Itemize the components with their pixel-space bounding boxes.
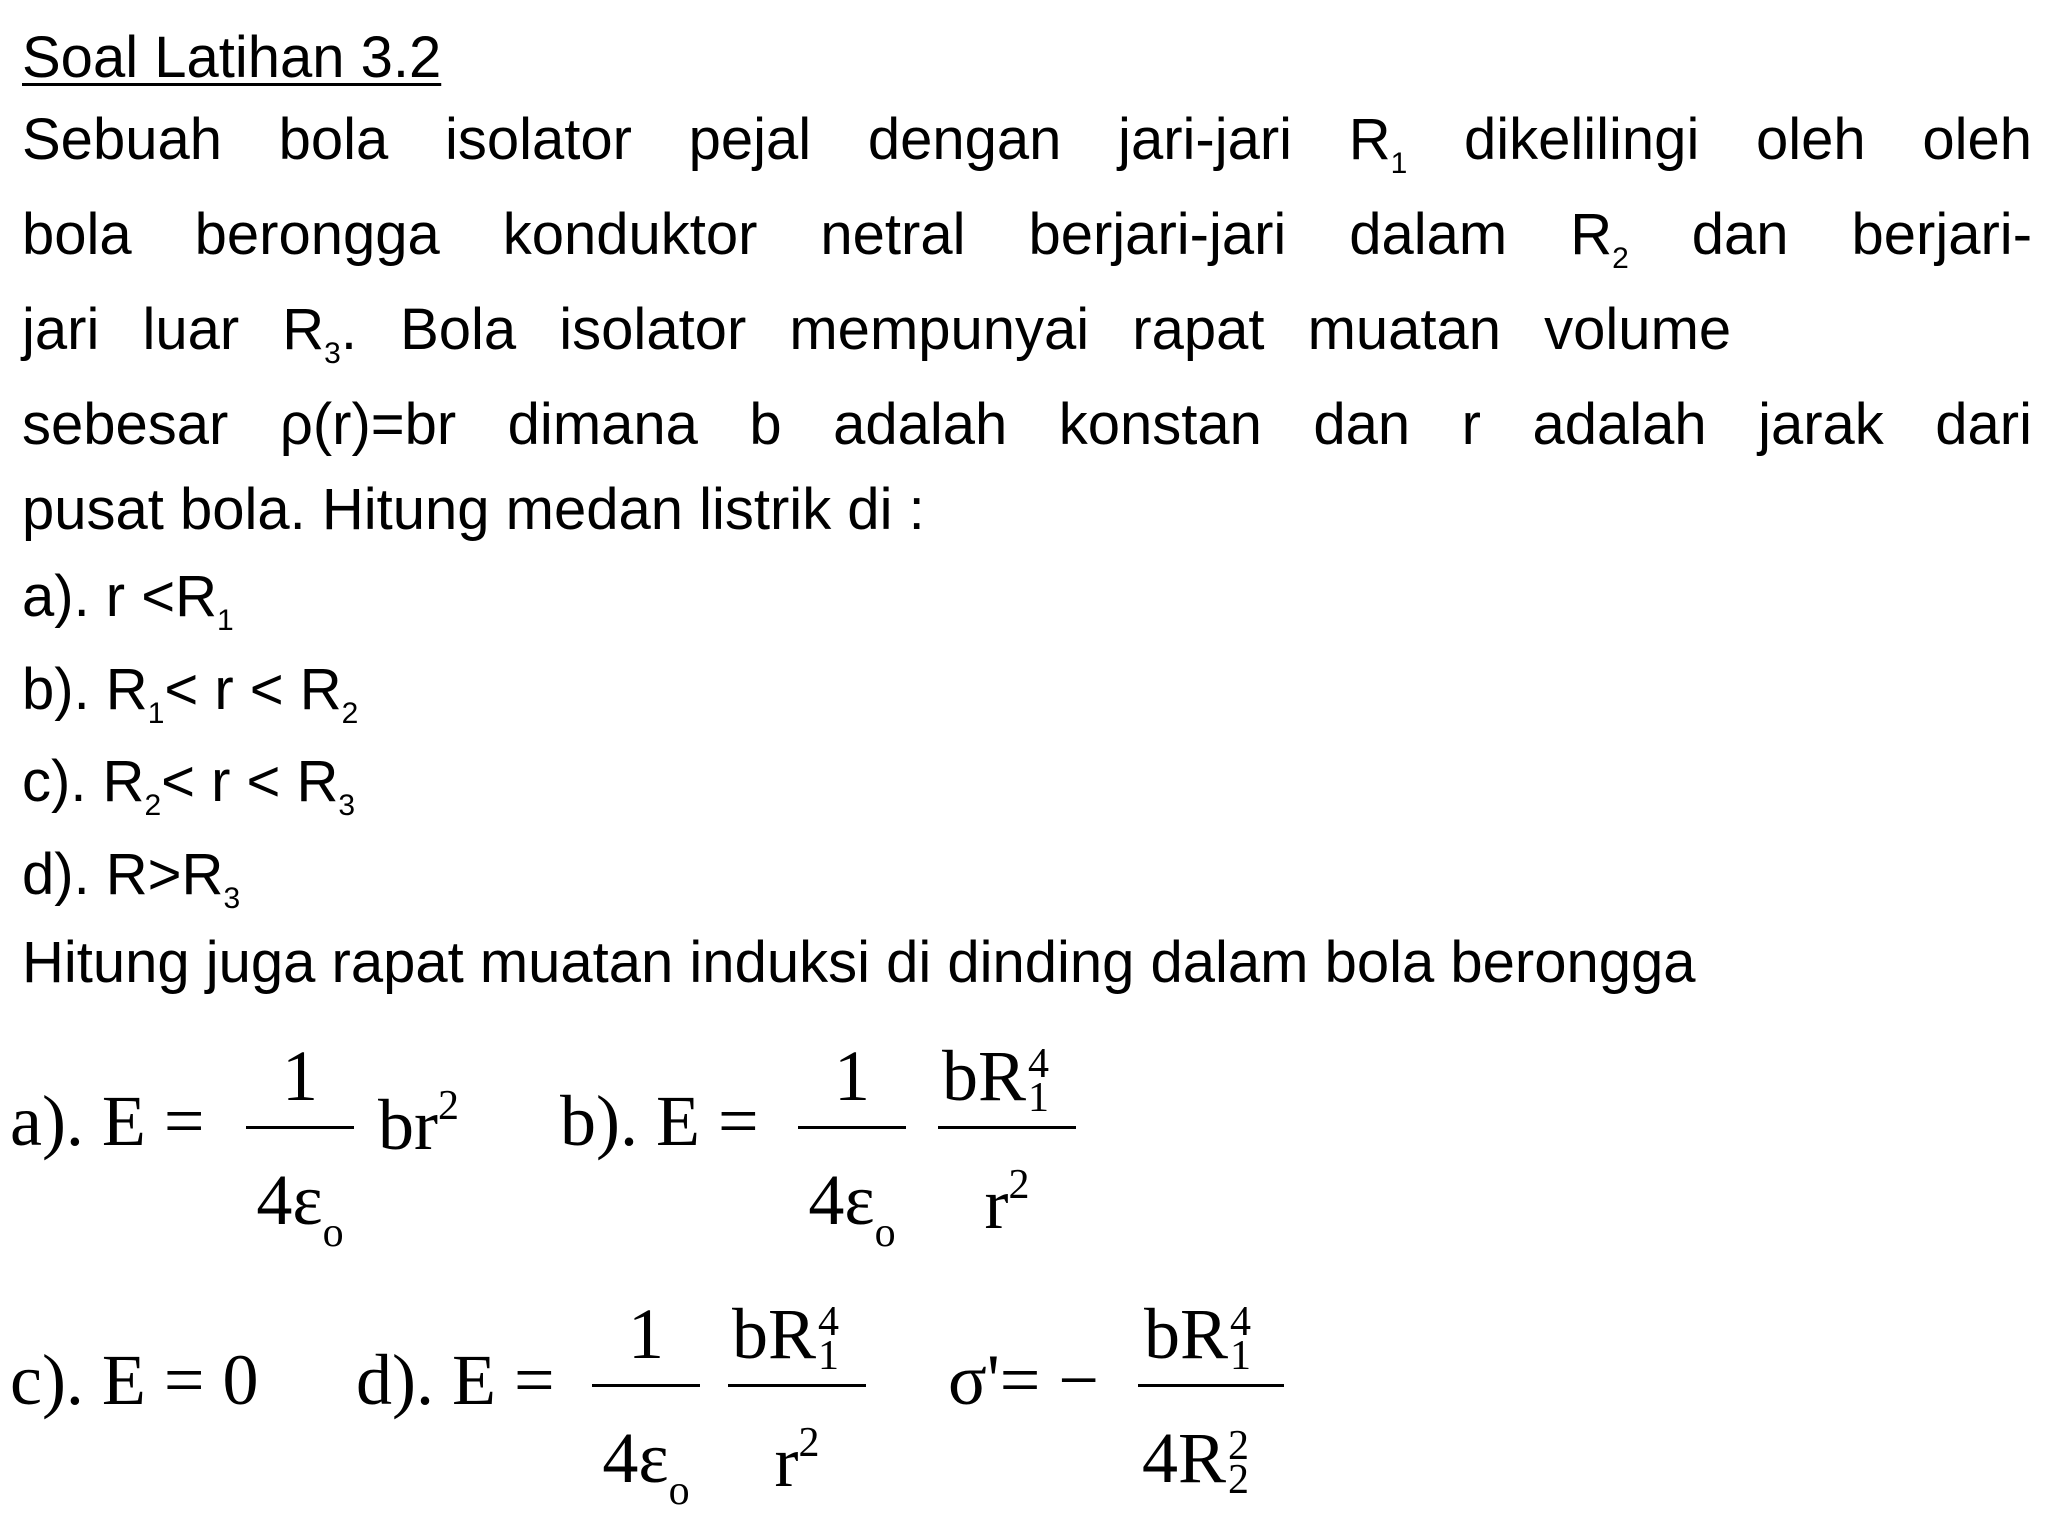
sub-sup: [816, 1299, 846, 1379]
subscript: 1: [1028, 1075, 1050, 1121]
sub-sup: [1226, 1423, 1256, 1503]
text: d). R>R: [22, 842, 224, 907]
subscript: 1: [1390, 147, 1408, 180]
text: bR: [732, 1294, 817, 1374]
subscript: o: [668, 1468, 690, 1514]
superscript: 2: [437, 1083, 459, 1129]
text: 4R: [1142, 1418, 1227, 1498]
paragraph-line-4: sebesar ρ(r)=br dimana b adalah konstan dan r adalah jarak dari: [22, 392, 2032, 457]
text: 4ε: [256, 1160, 323, 1240]
superscript: 2: [798, 1420, 820, 1466]
denominator: [728, 1420, 866, 1502]
subscript: 3: [338, 789, 356, 822]
subscript: o: [874, 1210, 896, 1256]
text: a). r <R: [22, 564, 217, 629]
text: dikelilingi oleh oleh: [1407, 107, 2032, 172]
paragraph-line-5: pusat bola. Hitung medan listrik di :: [22, 477, 925, 542]
subscript: 1: [217, 604, 234, 637]
answer-d-label: d). E =: [356, 1340, 555, 1420]
text: < r < R: [161, 749, 339, 814]
text: . Bola isolator mempunyai rapat muatan volume: [340, 297, 1732, 362]
subscript: 2: [144, 789, 162, 822]
text: r: [774, 1422, 799, 1502]
text: Sebuah bola isolator pejal dengan jari-jari R: [22, 107, 1391, 172]
superscript: 4: [1028, 1041, 1050, 1087]
text: 4ε: [808, 1160, 875, 1240]
denominator: [592, 1418, 700, 1514]
page-title: Soal Latihan 3.2: [22, 25, 442, 90]
subscript: 3: [223, 882, 241, 915]
fraction-bar: [246, 1126, 354, 1129]
numerator: 1: [834, 1036, 870, 1116]
sigma-fraction: [1138, 1294, 1284, 1503]
extra-question: Hitung juga rapat muatan induksi di dinding dalam bola berongga: [22, 930, 1696, 995]
sub-sup: [1228, 1299, 1258, 1379]
answer-a-term: [378, 1083, 459, 1165]
text: 4ε: [602, 1418, 669, 1498]
subscript: 1: [818, 1333, 840, 1379]
text: bR: [1144, 1294, 1229, 1374]
subscript: o: [322, 1210, 344, 1256]
subscript: 3: [324, 337, 341, 370]
denominator: [798, 1160, 906, 1256]
fraction-bar: [798, 1126, 906, 1129]
numerator: [942, 1036, 1080, 1121]
text: bola berongga konduktor netral berjari-jari dalam R: [22, 202, 1613, 267]
text: r: [984, 1164, 1009, 1244]
text: bR: [942, 1036, 1027, 1116]
answer-d-fraction-2: [728, 1294, 866, 1502]
numerator: 1: [282, 1036, 318, 1116]
denominator: [938, 1162, 1076, 1244]
answer-a-fraction: [246, 1036, 354, 1256]
answer-a-label: a). E =: [10, 1081, 205, 1161]
text: dan berjari-: [1628, 202, 2033, 267]
subscript: 2: [1612, 242, 1629, 275]
text: jari luar R: [22, 297, 325, 362]
fraction-bar: [1138, 1384, 1284, 1387]
numerator: [1144, 1294, 1290, 1379]
fraction-bar: [728, 1384, 866, 1387]
superscript: 2: [1008, 1162, 1030, 1208]
subscript: 2: [1228, 1457, 1250, 1503]
subscript: 1: [147, 697, 165, 730]
answer-b-label: b). E =: [560, 1081, 759, 1161]
answer-b-fraction-2: [938, 1036, 1076, 1244]
superscript: 4: [818, 1299, 840, 1345]
superscript: 2: [1228, 1423, 1250, 1469]
sigma-label: σ'= −: [948, 1340, 1099, 1420]
numerator: 1: [628, 1294, 664, 1374]
subscript: 1: [1230, 1333, 1252, 1379]
denominator: [1142, 1418, 1288, 1503]
sub-sup: [1026, 1041, 1056, 1121]
text: b). R: [22, 657, 148, 722]
text: < r < R: [164, 657, 342, 722]
denominator: [246, 1160, 354, 1256]
numerator: [732, 1294, 870, 1379]
answer-d-fraction-1: [592, 1294, 700, 1514]
text: c). R: [22, 749, 145, 814]
fraction-bar: [592, 1384, 700, 1387]
answer-b-fraction-1: [798, 1036, 906, 1256]
fraction-bar: [938, 1126, 1076, 1129]
answer-c: c). E = 0: [10, 1340, 259, 1420]
subscript: 2: [341, 697, 359, 730]
text: br: [378, 1085, 438, 1165]
superscript: 4: [1230, 1299, 1252, 1345]
